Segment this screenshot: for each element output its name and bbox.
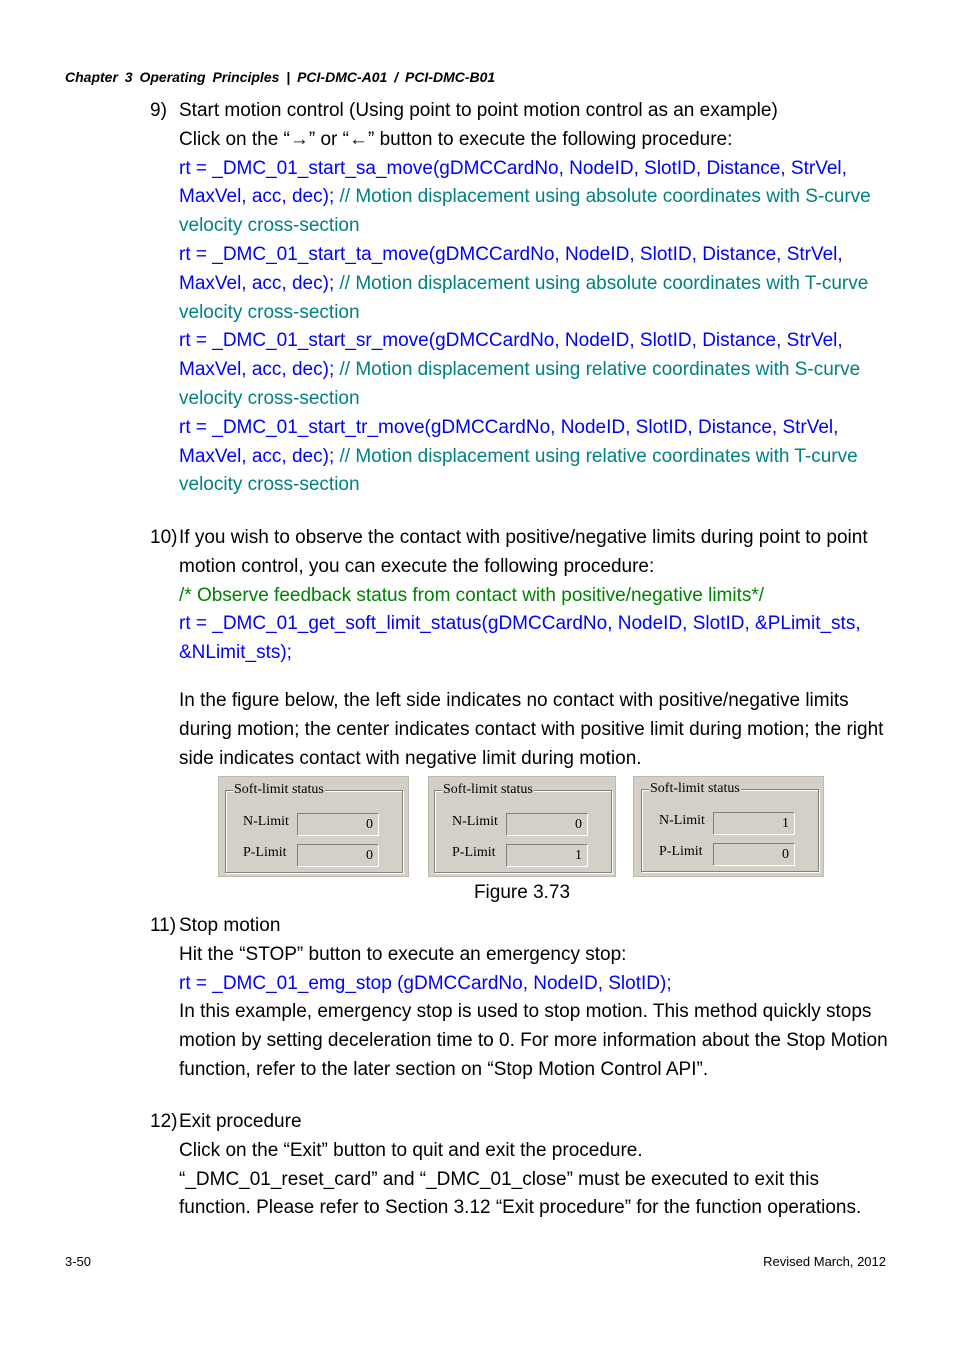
p-limit-label: P-Limit	[452, 845, 496, 860]
n-limit-label: N-Limit	[659, 813, 705, 828]
step-number: 10)	[150, 527, 178, 548]
paragraph	[179, 687, 883, 773]
code-line	[179, 183, 871, 212]
code-line: rt = _DMC_01_start_tr_move(gDMCCardNo, NodeID, SlotID, Distance, StrVel,	[179, 416, 839, 438]
step-text: Click on the “Exit” button to quit and exit the procedure.	[179, 1139, 643, 1161]
step-body	[179, 1108, 861, 1223]
n-limit-field: 1	[713, 812, 795, 835]
paragraph-line: In this example, emergency stop is used to stop motion. This method quickly stops	[179, 1001, 872, 1023]
step-text: function. Please refer to Section 3.12 “Exit procedure” for the function operations.	[179, 1197, 862, 1219]
code-args: MaxVel, acc, dec);	[179, 359, 335, 381]
step-body	[179, 912, 888, 1085]
code-args: MaxVel, acc, dec);	[179, 272, 335, 294]
code-line: rt = _DMC_01_emg_stop (gDMCCardNo, NodeID, SlotID);	[179, 972, 672, 994]
figure-caption: Figure 3.73	[473, 882, 571, 903]
p-limit-field: 1	[506, 844, 588, 867]
code-comment: // Motion displacement using absolute coordinates with S-curve	[339, 186, 871, 208]
step-number: 11)	[150, 915, 177, 936]
paragraph-line: during motion; the center indicates contact with positive limit during motion; the right	[179, 718, 884, 740]
paragraph-line: function, refer to the later section on “Stop Motion Control API”.	[179, 1058, 709, 1080]
code-comment: // Motion displacement using relative coordinates with T-curve	[339, 445, 858, 467]
chapter-header: Chapter 3 Operating Principles | PCI-DMC-A01 / PCI-DMC-B01	[65, 69, 496, 85]
n-limit-field: 0	[297, 813, 379, 836]
paragraph-line: motion by setting deceleration time to 0. For more information about the Stop Motion	[179, 1030, 888, 1052]
code-line: rt = _DMC_01_start_sr_move(gDMCCardNo, NodeID, SlotID, Distance, StrVel,	[179, 330, 843, 352]
code-line	[179, 356, 871, 385]
n-limit-field: 0	[506, 813, 588, 836]
code-line: rt = _DMC_01_get_soft_limit_status(gDMCCardNo, NodeID, SlotID, &PLimit_sts,	[179, 613, 861, 635]
code-comment: velocity cross-section	[179, 301, 360, 323]
code-args: MaxVel, acc, dec);	[179, 445, 335, 467]
groupbox-title: Soft-limit status	[650, 781, 740, 796]
code-line: &NLimit_sts);	[179, 642, 292, 664]
soft-limit-panel-positive-contact	[428, 776, 616, 877]
groupbox-title: Soft-limit status	[443, 782, 533, 797]
code-comment: velocity cross-section	[179, 474, 360, 496]
soft-limit-groupbox	[225, 782, 403, 873]
n-limit-label: N-Limit	[243, 814, 289, 829]
step-text: Click on the “→” or “←” button to execute the following procedure:	[179, 128, 733, 150]
code-block-comment: /* Observe feedback status from contact with positive/negative limits*/	[179, 584, 765, 606]
code-line: rt = _DMC_01_start_ta_move(gDMCCardNo, NodeID, SlotID, Distance, StrVel,	[179, 243, 843, 265]
page-number: 3-50	[65, 1254, 92, 1269]
paragraph-line: In the figure below, the left side indicates no contact with positive/negative limits	[179, 690, 849, 711]
code-comment: velocity cross-section	[179, 215, 360, 237]
step-title: Stop motion	[179, 915, 281, 936]
step-text: “_DMC_01_reset_card” and “_DMC_01_close” must be executed to exit this	[179, 1168, 819, 1190]
soft-limit-panel-no-contact	[218, 776, 409, 877]
soft-limit-groupbox	[641, 781, 819, 872]
step-text: If you wish to observe the contact with positive/negative limits during point to point	[179, 527, 868, 548]
step-body	[179, 97, 871, 500]
p-limit-label: P-Limit	[243, 845, 287, 860]
p-limit-label: P-Limit	[659, 844, 703, 859]
code-line: rt = _DMC_01_start_sa_move(gDMCCardNo, NodeID, SlotID, Distance, StrVel,	[179, 157, 847, 179]
step-number: 12)	[150, 1111, 178, 1132]
step-text: motion control, you can execute the following procedure:	[179, 555, 655, 577]
groupbox-title: Soft-limit status	[234, 782, 324, 797]
p-limit-field: 0	[713, 843, 795, 866]
soft-limit-panel-negative-contact	[633, 776, 824, 877]
code-line	[179, 443, 871, 472]
step-text: Start motion control (Using point to point motion control as an example)	[179, 100, 778, 121]
code-line	[179, 270, 871, 299]
paragraph-line: side indicates contact with negative limit during motion.	[179, 747, 642, 769]
soft-limit-groupbox	[434, 782, 612, 873]
code-comment: velocity cross-section	[179, 387, 360, 409]
revision-date: Revised March, 2012	[763, 1254, 886, 1269]
step-text: Hit the “STOP” button to execute an emergency stop:	[179, 943, 627, 965]
step-number: 9)	[150, 100, 167, 121]
n-limit-label: N-Limit	[452, 814, 498, 829]
code-comment: // Motion displacement using absolute coordinates with T-curve	[339, 272, 869, 294]
code-args: MaxVel, acc, dec);	[179, 186, 335, 208]
code-comment: // Motion displacement using relative coordinates with S-curve	[339, 359, 861, 381]
step-body	[179, 524, 868, 668]
step-title: Exit procedure	[179, 1111, 302, 1132]
p-limit-field: 0	[297, 844, 379, 867]
